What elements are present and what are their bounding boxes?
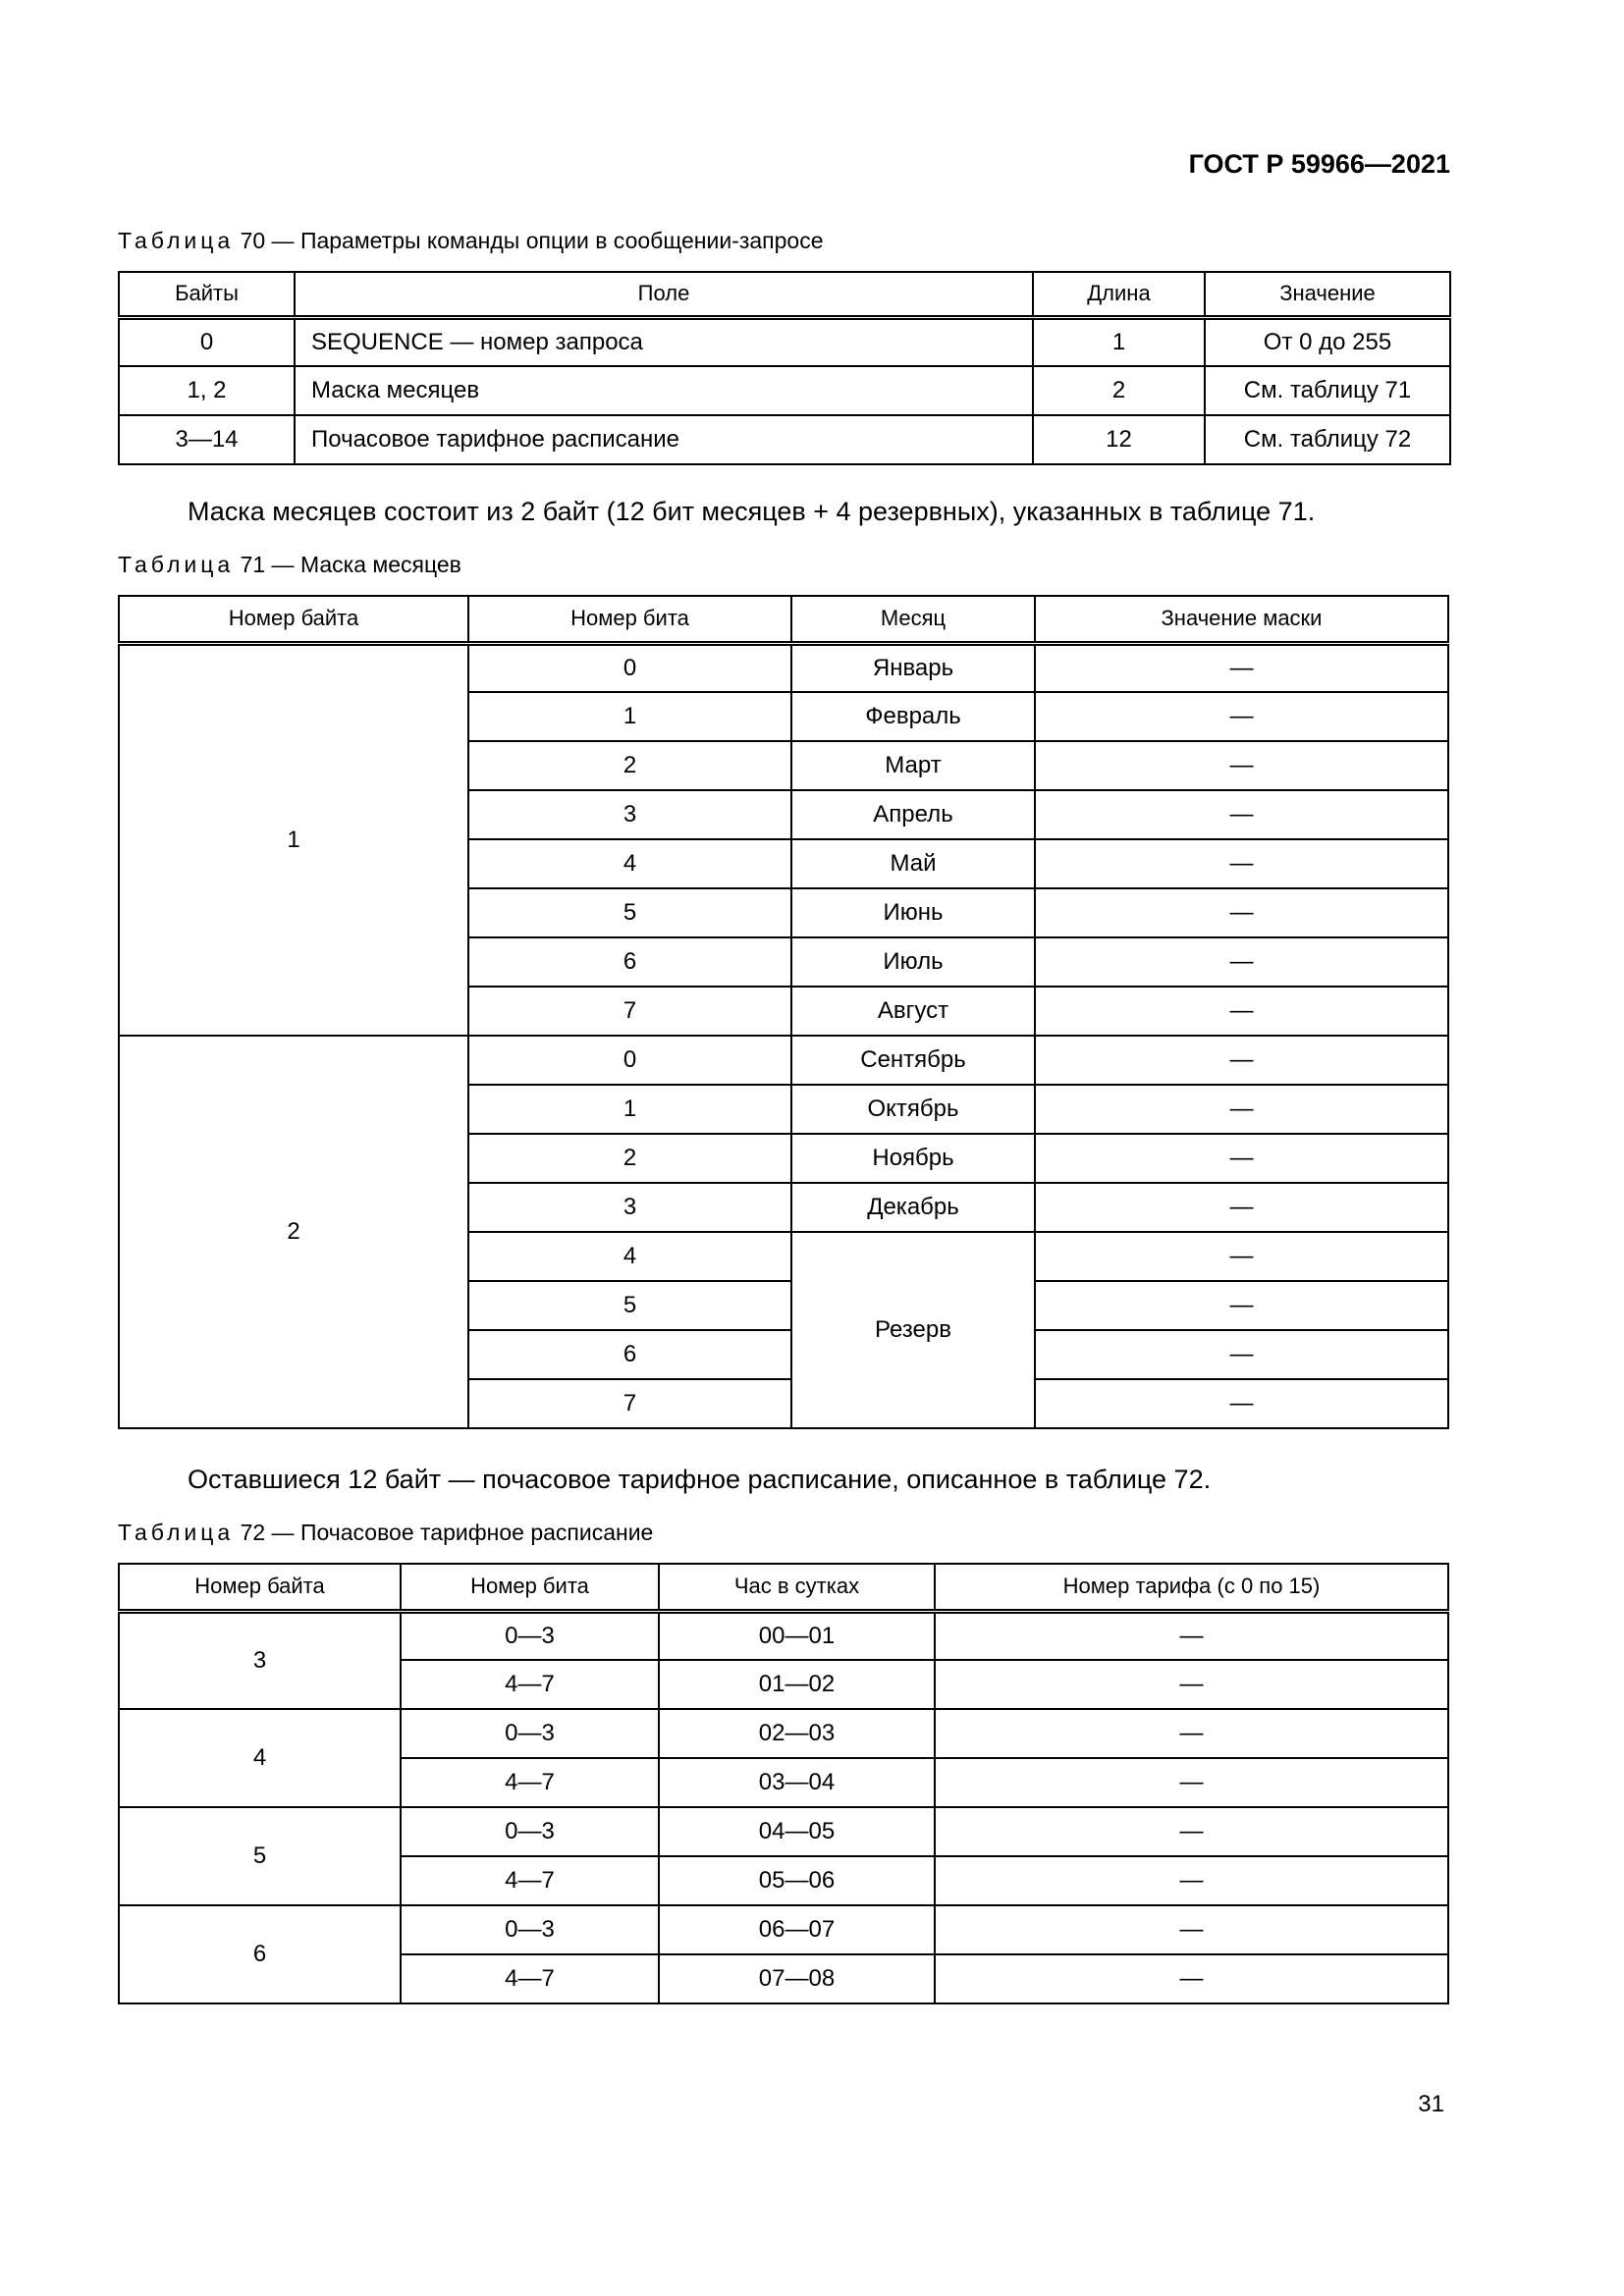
table71-mask: — [1035,643,1448,692]
table70-cell: Маска месяцев [295,366,1033,415]
table71-bit: 6 [468,1330,791,1379]
table72-byte: 5 [119,1807,401,1905]
table71 [118,595,1449,1429]
table70-caption [118,228,824,254]
table72-hour: 07—08 [659,1954,935,2003]
table72-col-bit: Номер бита [401,1564,659,1611]
table72-tariff: — [935,1954,1448,2003]
table71-mask: — [1035,1379,1448,1428]
table71-mask: — [1035,741,1448,790]
table70 [118,271,1451,465]
table72 [118,1563,1449,2004]
table71-byte-2: 2 [119,1036,468,1428]
table-row [119,1611,1448,1660]
table70-cell: От 0 до 255 [1205,317,1450,366]
table70-col-bytes: Байты [119,272,295,317]
table72-bit: 4—7 [401,1954,659,2003]
table70-col-field: Поле [295,272,1033,317]
table71-month: Август [791,987,1035,1036]
table71-mask: — [1035,1036,1448,1085]
table71-mask: — [1035,692,1448,741]
table72-col-hour: Час в сутках [659,1564,935,1611]
table70-col-length: Длина [1033,272,1205,317]
table71-mask: — [1035,1085,1448,1134]
table71-month: Апрель [791,790,1035,839]
table71-month: Февраль [791,692,1035,741]
table71-reserve: Резерв [791,1232,1035,1428]
table-row [119,643,1448,692]
table72-col-byte: Номер байта [119,1564,401,1611]
paragraph-month-mask: Маска месяцев состоит из 2 байт (12 бит месяцев + 4 резервных), указанных в таблице 71. [188,497,1316,526]
table72-tariff: — [935,1905,1448,1954]
table71-bit: 4 [468,839,791,888]
table72-hour: 04—05 [659,1807,935,1856]
table71-bit: 3 [468,1183,791,1232]
table72-bit: 0—3 [401,1611,659,1660]
table71-mask: — [1035,888,1448,937]
table71-month: Октябрь [791,1085,1035,1134]
table71-caption-text: 71 — Маска месяцев [234,552,461,577]
table71-header-row [119,596,1448,643]
document-standard-id: ГОСТ Р 59966—2021 [1188,149,1450,179]
table70-col-value: Значение [1205,272,1450,317]
table71-bit: 7 [468,987,791,1036]
table71-mask: — [1035,790,1448,839]
table71-bit: 3 [468,790,791,839]
table72-byte: 6 [119,1905,401,2003]
table72-caption-word: Таблица [118,1520,235,1545]
table72-bit: 0—3 [401,1807,659,1856]
table70-cell: 0 [119,317,295,366]
table-row [119,1905,1448,1954]
table70-cell: Почасовое тарифное расписание [295,415,1033,464]
table72-col-tariff: Номер тарифа (с 0 по 15) [935,1564,1448,1611]
table71-month: Сентябрь [791,1036,1035,1085]
table72-header-row [119,1564,1448,1611]
table71-bit: 0 [468,643,791,692]
table72-byte: 4 [119,1709,401,1807]
table-row [119,317,1450,366]
table71-bit: 6 [468,937,791,987]
table70-caption-word: Таблица [118,228,235,253]
table-row [119,1709,1448,1758]
table71-bit: 1 [468,692,791,741]
table70-cell: 12 [1033,415,1205,464]
paragraph-hourly-schedule: Оставшиеся 12 байт — почасовое тарифное расписание, описанное в таблице 72. [188,1465,1212,1494]
table71-mask: — [1035,839,1448,888]
table71-month: Ноябрь [791,1134,1035,1183]
table71-col-mask: Значение маски [1035,596,1448,643]
table71-bit: 0 [468,1036,791,1085]
table72-hour: 06—07 [659,1905,935,1954]
table72-bit: 4—7 [401,1758,659,1807]
table70-caption-text: 70 — Параметры команды опции в сообщении-запросе [234,228,824,253]
table72-tariff: — [935,1807,1448,1856]
table72-byte: 3 [119,1611,401,1709]
table-row [119,366,1450,415]
table71-bit: 1 [468,1085,791,1134]
table71-bit: 5 [468,1281,791,1330]
table70-cell: 2 [1033,366,1205,415]
table70-cell: 3—14 [119,415,295,464]
table71-mask: — [1035,1281,1448,1330]
table72-caption [118,1520,653,1546]
table72-tariff: — [935,1709,1448,1758]
table70-cell: 1, 2 [119,366,295,415]
table71-bit: 2 [468,741,791,790]
table70-cell: См. таблицу 72 [1205,415,1450,464]
table71-month: Декабрь [791,1183,1035,1232]
table-row [119,1036,1448,1085]
page-number: 31 [1418,2091,1444,2117]
table71-mask: — [1035,1330,1448,1379]
table-row [119,415,1450,464]
table70-cell: 1 [1033,317,1205,366]
table71-bit: 4 [468,1232,791,1281]
table72-hour: 05—06 [659,1856,935,1905]
table71-bit: 5 [468,888,791,937]
table71-caption [118,552,461,578]
table71-col-month: Месяц [791,596,1035,643]
table70-cell: См. таблицу 71 [1205,366,1450,415]
table72-bit: 0—3 [401,1709,659,1758]
table70-cell: SEQUENCE — номер запроса [295,317,1033,366]
table71-month: Июнь [791,888,1035,937]
table72-tariff: — [935,1660,1448,1709]
table72-hour: 03—04 [659,1758,935,1807]
table71-month: Март [791,741,1035,790]
table71-bit: 2 [468,1134,791,1183]
table71-caption-word: Таблица [118,552,235,577]
table71-col-byte: Номер байта [119,596,468,643]
table72-bit: 0—3 [401,1905,659,1954]
table72-tariff: — [935,1856,1448,1905]
table71-month: Январь [791,643,1035,692]
table71-month: Май [791,839,1035,888]
table71-month: Июль [791,937,1035,987]
table71-mask: — [1035,1134,1448,1183]
table70-header-row [119,272,1450,317]
table71-mask: — [1035,1183,1448,1232]
table71-mask: — [1035,1232,1448,1281]
table-row [119,1807,1448,1856]
table72-bit: 4—7 [401,1660,659,1709]
table72-tariff: — [935,1758,1448,1807]
table72-tariff: — [935,1611,1448,1660]
table72-hour: 00—01 [659,1611,935,1660]
table72-caption-text: 72 — Почасовое тарифное расписание [234,1520,654,1545]
table72-bit: 4—7 [401,1856,659,1905]
table71-bit: 7 [468,1379,791,1428]
table71-mask: — [1035,987,1448,1036]
table71-mask: — [1035,937,1448,987]
table71-col-bit: Номер бита [468,596,791,643]
table72-hour: 02—03 [659,1709,935,1758]
table71-byte-1: 1 [119,643,468,1036]
table72-hour: 01—02 [659,1660,935,1709]
